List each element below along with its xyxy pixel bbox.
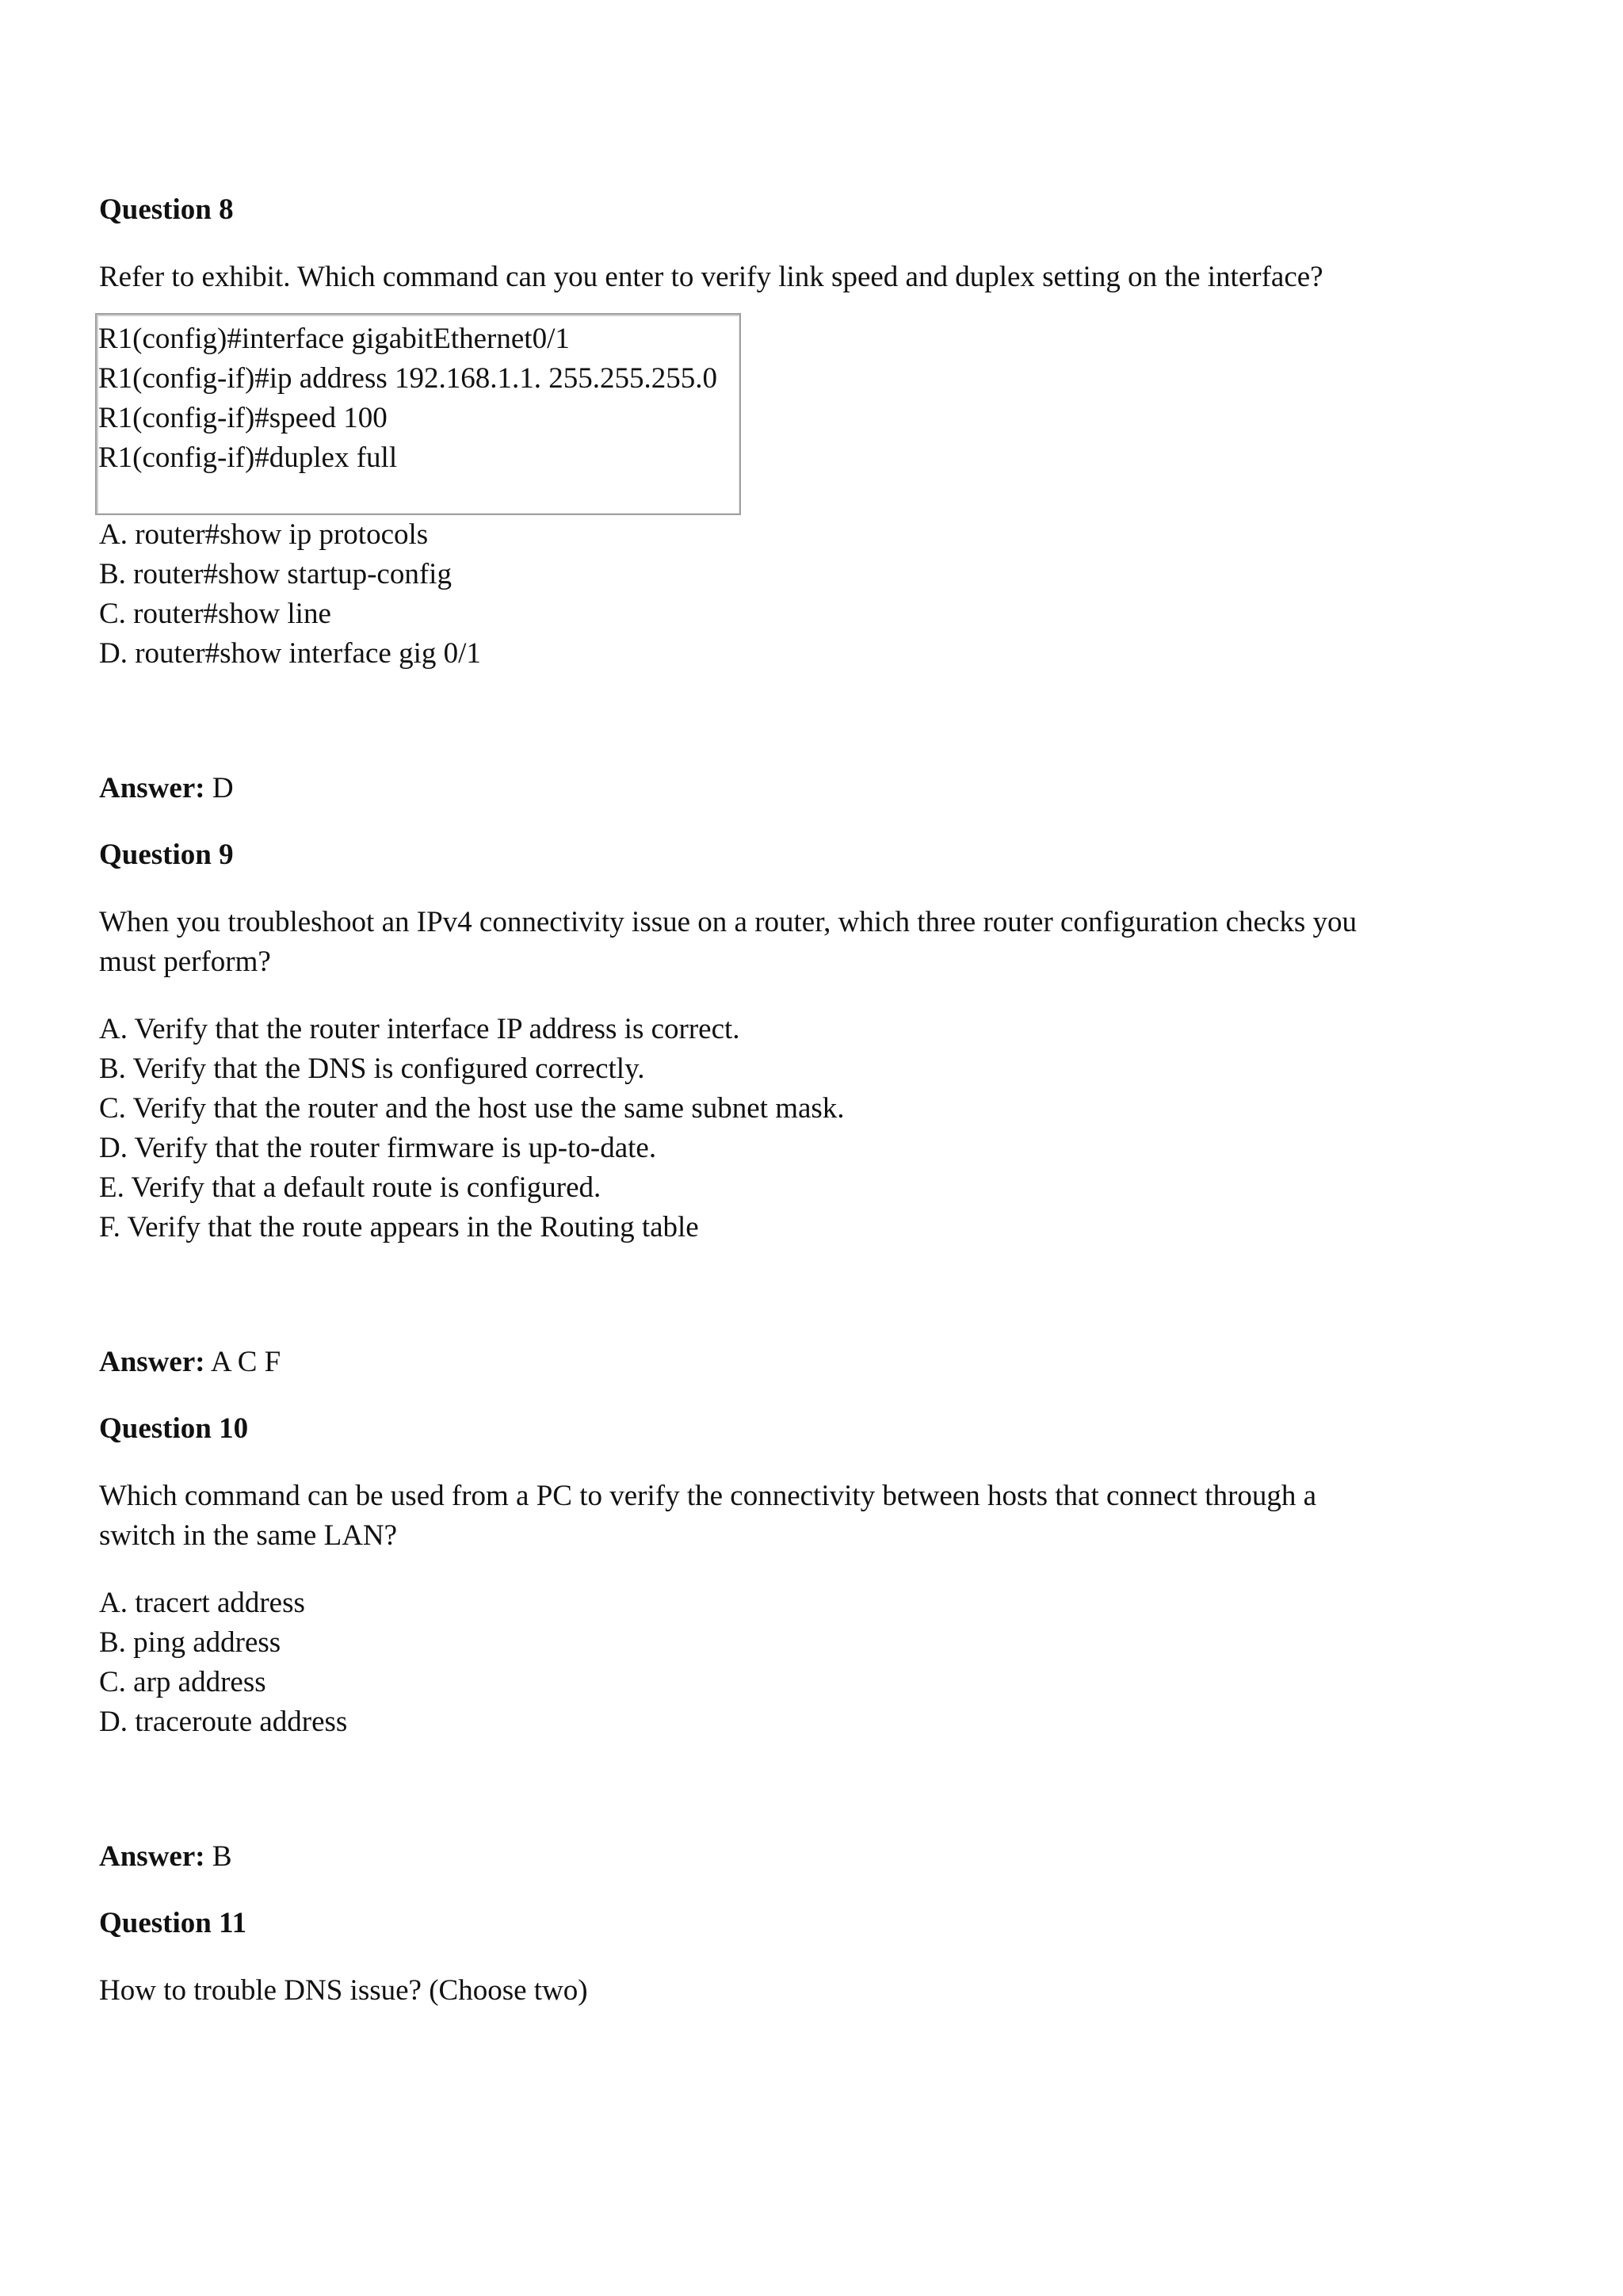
option-b: B. router#show startup-config [99,558,452,590]
question-title: Question 10 [99,1412,249,1445]
question-text: Refer to exhibit. Which command can you enter to verify link speed and duplex setting on the interface? [99,261,1323,293]
option-a: A. Verify that the router interface IP address is correct. [99,1013,740,1045]
options-list [99,1010,1526,1247]
answer [99,769,1526,808]
answer [99,1343,1526,1382]
exhibit-line: R1(config-if)#speed 100 [98,402,388,434]
option-b: B. Verify that the DNS is configured correctly. [99,1052,645,1085]
question-title: Question 9 [99,839,234,871]
option-d: D. Verify that the router firmware is up-to-date. [99,1132,657,1164]
question-title: Question 11 [99,1907,247,1939]
question-text: How to trouble DNS issue? (Choose two) [99,1974,588,2007]
answer [99,1837,1526,1877]
option-d: D. traceroute address [99,1706,348,1738]
option-a: A. tracert address [99,1587,305,1619]
answer-label: Answer: [99,1346,205,1378]
exhibit-line: R1(config-if)#duplex full [98,441,398,474]
question-text-line: When you troubleshoot an IPv4 connectivity issue on a router, which three router configuration checks you [99,906,1358,938]
question-text-line: switch in the same LAN? [99,1519,398,1552]
question-9 [99,835,1526,1382]
option-d: D. router#show interface gig 0/1 [99,637,481,670]
answer-label: Answer: [99,1840,205,1873]
option-a: A. router#show ip protocols [99,518,429,551]
option-e: E. Verify that a default route is configured. [99,1171,601,1204]
options-list [99,515,1526,674]
question-text-line: must perform? [99,946,271,978]
option-c: C. router#show line [99,598,331,630]
exhibit-line: R1(config-if)#ip address 192.168.1.1. 255.255.255.0 [98,362,718,395]
exhibit-box [95,313,741,515]
question-text-line: Which command can be used from a PC to verify the connectivity between hosts that connect through a [99,1480,1317,1512]
question-10 [99,1409,1526,1877]
options-list [99,1584,1526,1742]
option-f: F. Verify that the route appears in the Routing table [99,1211,699,1244]
answer-value: B [212,1840,232,1873]
answer-value: A C F [210,1346,281,1378]
option-c: C. Verify that the router and the host use the same subnet mask. [99,1092,845,1125]
question-title: Question 8 [99,193,234,226]
option-b: B. ping address [99,1626,281,1659]
question-11 [99,1904,1526,2011]
document-page [99,190,1526,2011]
exhibit-line: R1(config)#interface gigabitEthernet0/1 [98,323,570,355]
question-8 [99,190,1526,808]
option-c: C. arp address [99,1666,266,1698]
answer-value: D [212,772,234,804]
answer-label: Answer: [99,772,205,804]
